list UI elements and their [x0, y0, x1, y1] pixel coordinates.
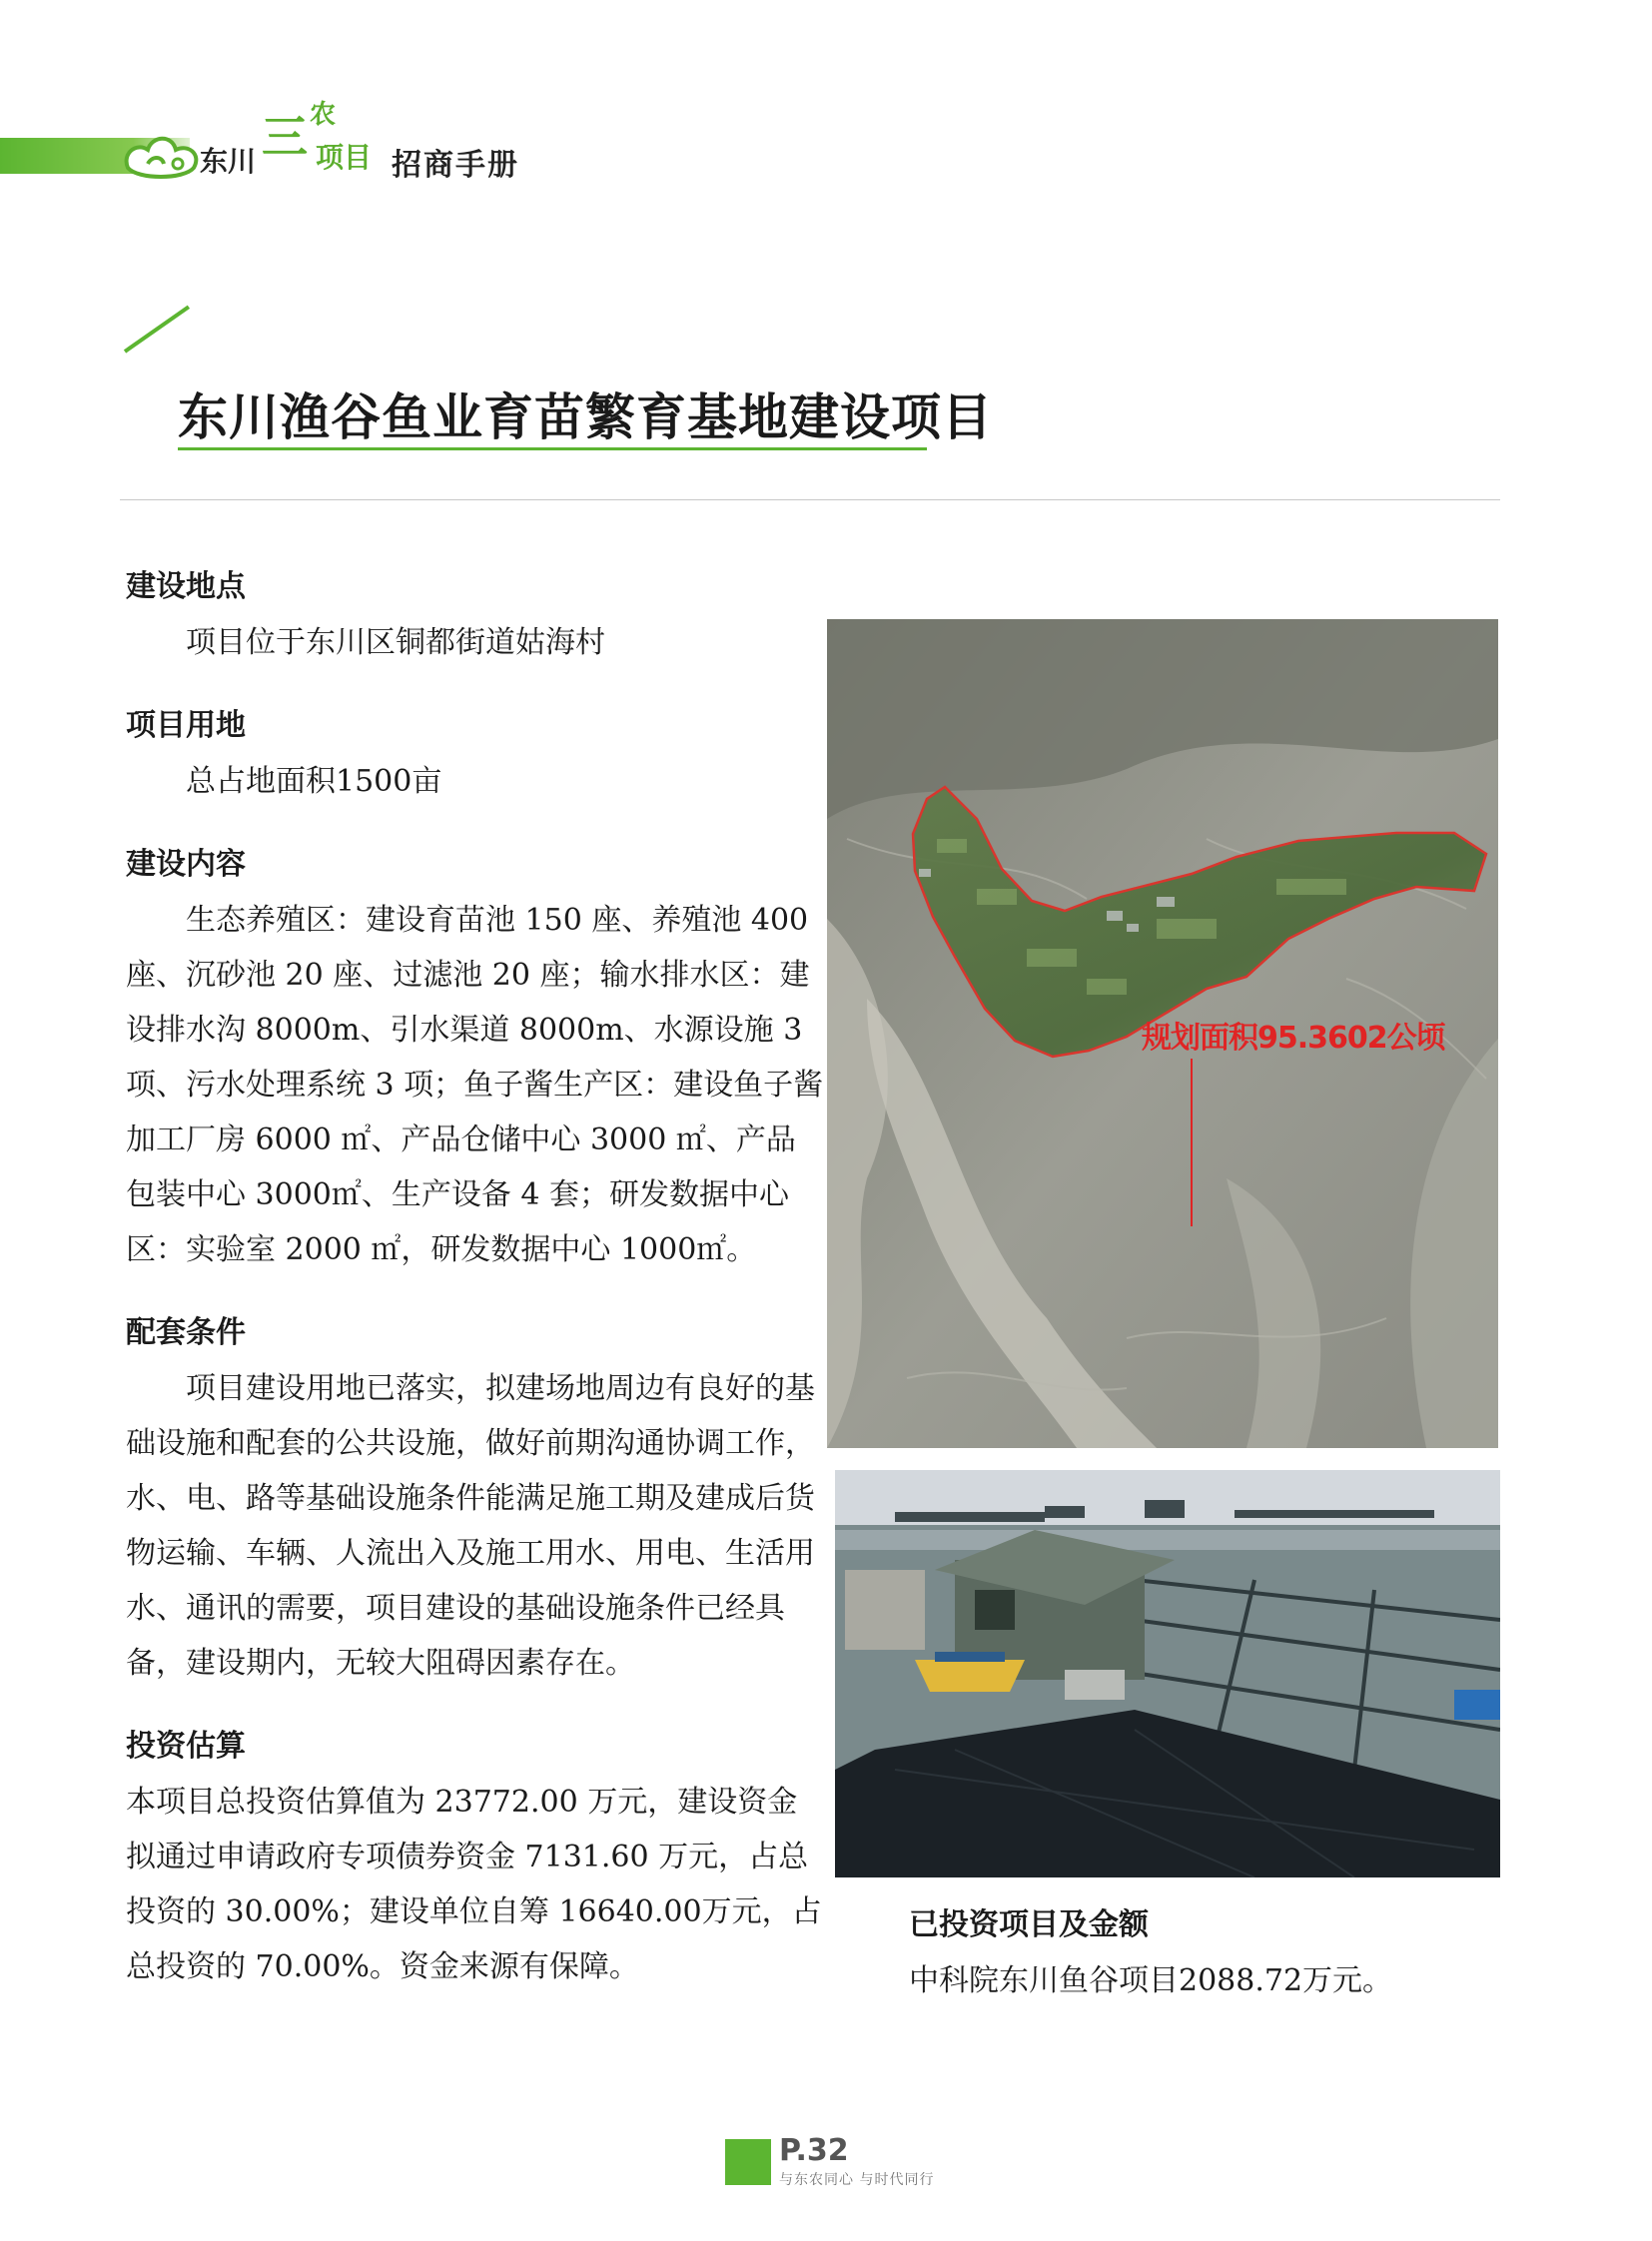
content-heading: 建设内容	[126, 847, 246, 882]
header-subtitle: 招商手册	[392, 148, 519, 183]
fish-farm-photo	[835, 1470, 1500, 1877]
header-logo-mark	[262, 102, 398, 184]
header-mark-sub: 项目	[316, 141, 373, 174]
title-accent-slash	[124, 306, 190, 354]
section-divider	[120, 499, 1500, 500]
support-heading: 配套条件	[126, 1315, 246, 1350]
invested-text: 中科院东川鱼谷项目2088.72万元。	[909, 1963, 1393, 1998]
land-text: 总占地面积1500亩	[186, 764, 442, 799]
invested-heading: 已投资项目及金额	[909, 1907, 1149, 1942]
page-number: P.32	[779, 2133, 849, 2168]
page-number-badge	[725, 2139, 771, 2185]
support-text: 项目建设用地已落实，拟建场地周边有良好的基础设施和配套的公共设施，做好前期沟通协调工作，水、电、路等基础设施条件能满足施工期及建成后货物运输、车辆、人流出入及施工用水、用电、生活用水、通讯的需要，项目建设的基础设施条件已经具备，建设期内，无较大阻碍因素存在。	[126, 1371, 815, 1681]
header-brand: 东川	[200, 145, 257, 178]
investment-heading: 投资估算	[126, 1729, 246, 1764]
location-heading: 建设地点	[126, 569, 246, 604]
title-underline	[178, 447, 927, 450]
map-area-label: 规划面积95.3602公顷	[1142, 1021, 1445, 1056]
land-heading: 项目用地	[126, 708, 246, 743]
invested-projects	[909, 1897, 1468, 2008]
page-title: 东川渔谷鱼业育苗繁育基地建设项目	[178, 387, 993, 446]
header-mark-big: 三	[262, 110, 308, 164]
cloud-swirl-icon	[118, 124, 210, 186]
content-text: 生态养殖区：建设育苗池 150 座、养殖池 400 座、沉砂池 20 座、过滤池 20 座；输水排水区：建设排水沟 8000m、引水渠道 8000m、水源设施 3 项、污水处理系统 3 项；鱼子酱生产区：建设鱼子酱加工厂房 6000 ㎡、产品仓储中心 3000 ㎡、产品包装中心 3000㎡、生产设备 4 套；研发数据中心区：实验室 2000 ㎡，研发数据中心 1000㎡。	[126, 903, 824, 1267]
project-details	[126, 559, 825, 1994]
investment-text: 本项目总投资估算值为 23772.00 万元，建设资金拟通过申请政府专项债券资金 7131.60 万元，占总投资的 30.00%；建设单位自筹 16640.00万元，占总投资的 70.00%。资金来源有保障。	[126, 1785, 822, 1984]
location-text: 项目位于东川区铜都街道姑海村	[186, 625, 605, 660]
footer-slogan: 与东农同心 与时代同行	[779, 2172, 935, 2188]
header-mark-small: 农	[310, 100, 337, 130]
